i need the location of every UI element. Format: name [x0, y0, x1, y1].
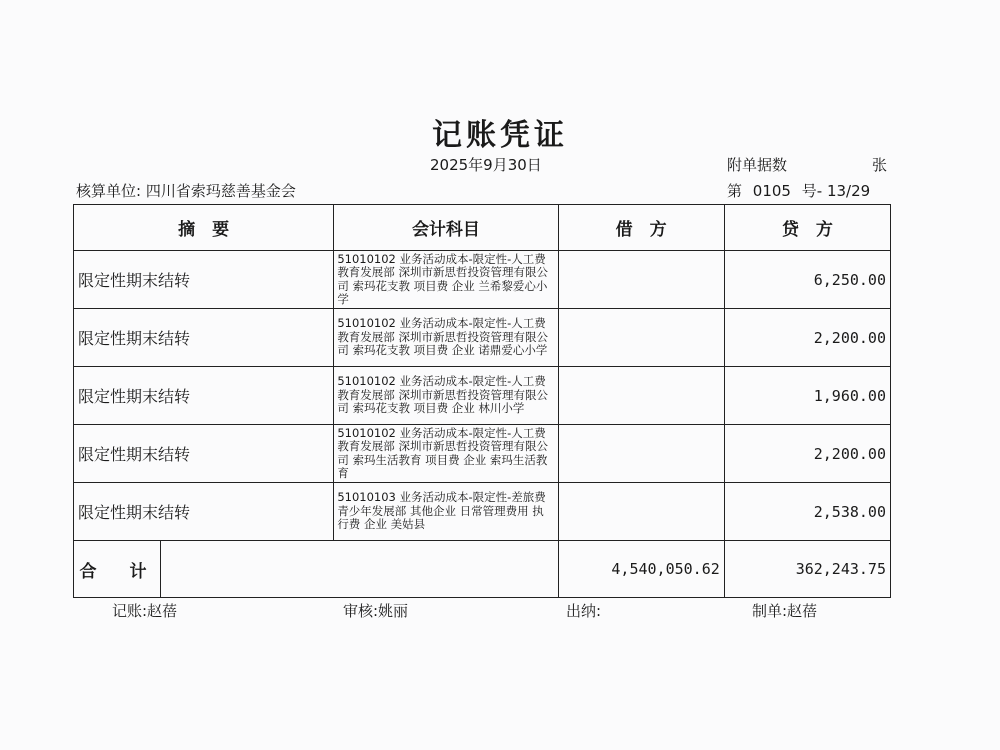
voucher-suffix: 号- 13/29 — [801, 182, 871, 200]
table-row — [74, 251, 891, 309]
table-row — [74, 367, 891, 425]
table-row — [74, 425, 891, 483]
voucher-date: 2025年9月30日 — [430, 156, 542, 174]
header-credit: 贷 方 — [724, 205, 890, 251]
row-summary: 限定性期末结转 — [74, 309, 334, 367]
row-summary: 限定性期末结转 — [74, 367, 334, 425]
row-summary: 限定性期末结转 — [74, 425, 334, 483]
row-account: 51010102 业务活动成本-限定性-人工费 教育发展部 深圳市新思哲投资管理有限公司 索玛花支教 项目费 企业 诺鼎爱心小学 — [334, 309, 558, 367]
total-row — [74, 541, 891, 598]
row-credit: 2,538.00 — [724, 483, 890, 541]
row-summary: 限定性期末结转 — [74, 251, 334, 309]
row-account: 51010102 业务活动成本-限定性-人工费 教育发展部 深圳市新思哲投资管理有限公司 索玛花支教 项目费 企业 兰希黎爱心小学 — [334, 251, 558, 309]
voucher-prefix: 第 — [727, 182, 743, 200]
attachment-label: 附单据数 — [727, 156, 788, 174]
row-account: 51010103 业务活动成本-限定性-差旅费 青少年发展部 其他企业 日常管理费用 执行费 企业 美姑县 — [334, 483, 558, 541]
row-account: 51010102 业务活动成本-限定性-人工费 教育发展部 深圳市新思哲投资管理有限公司 索玛生活教育 项目费 企业 索玛生活教育 — [334, 425, 558, 483]
row-credit: 2,200.00 — [724, 425, 890, 483]
cashier-signature: 出纳: — [566, 602, 602, 620]
total-label-cell — [74, 541, 559, 598]
reviewer-signature: 审核:姚丽 — [343, 602, 409, 620]
unit-name: 四川省索玛慈善基金会 — [145, 182, 296, 200]
total-debit: 4,540,050.62 — [558, 541, 724, 598]
table-row — [74, 483, 891, 541]
voucher-table — [73, 204, 891, 598]
total-label: 合 计 — [74, 541, 161, 597]
attachment-unit: 张 — [872, 156, 888, 174]
unit-label: 核算单位: — [76, 182, 142, 200]
header-debit: 借 方 — [558, 205, 724, 251]
row-credit: 2,200.00 — [724, 309, 890, 367]
total-credit: 362,243.75 — [724, 541, 890, 598]
table-header-row — [74, 205, 891, 251]
row-credit: 1,960.00 — [724, 367, 890, 425]
row-debit — [558, 309, 724, 367]
page-title: 记账凭证 — [432, 118, 568, 153]
header-account: 会计科目 — [334, 205, 558, 251]
row-debit — [558, 483, 724, 541]
row-credit: 6,250.00 — [724, 251, 890, 309]
accounting-unit — [76, 180, 296, 201]
row-summary: 限定性期末结转 — [74, 483, 334, 541]
header-summary: 摘 要 — [74, 205, 334, 251]
total-blank — [161, 541, 558, 597]
bookkeeper-signature: 记账:赵蓓 — [112, 602, 178, 620]
voucher-number — [727, 180, 876, 201]
row-debit — [558, 251, 724, 309]
voucher-no: 0105 — [752, 182, 791, 200]
row-account: 51010102 业务活动成本-限定性-人工费 教育发展部 深圳市新思哲投资管理有限公司 索玛花支教 项目费 企业 林川小学 — [334, 367, 558, 425]
preparer-signature: 制单:赵蓓 — [752, 602, 818, 620]
table-row — [74, 309, 891, 367]
row-debit — [558, 425, 724, 483]
row-debit — [558, 367, 724, 425]
